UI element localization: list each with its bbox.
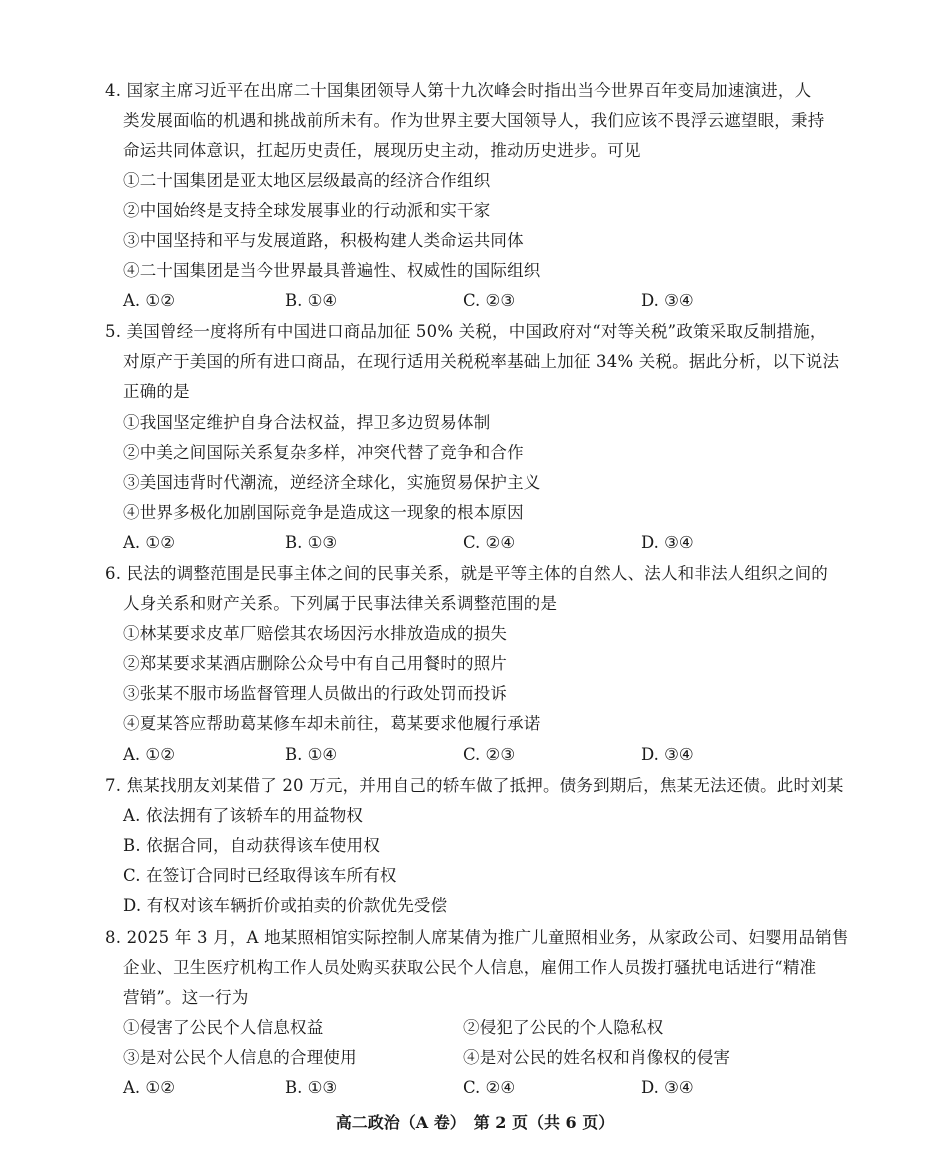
q4-stem-line-1: 4. 国家主席习近平在出席二十国集团领导人第十九次峰会时指出当今世界百年变局加速演进，人	[105, 81, 812, 100]
q5-choice-a: A. ①②	[123, 533, 175, 552]
q5-statement-1: ①我国坚定维护自身合法权益，捍卫多边贸易体制	[123, 413, 491, 432]
q8-choice-d: D. ③④	[641, 1078, 694, 1097]
q8-choice-b: B. ①③	[285, 1078, 338, 1097]
q5-stem-line-3: 正确的是	[123, 382, 190, 401]
q6-statement-3: ③张某不服市场监督管理人员做出的行政处罚而投诉	[123, 684, 508, 703]
q5-stem-line-1: 5. 美国曾经一度将所有中国进口商品加征 50% 关税，中国政府对“对等关税”政策采取反制措施，	[105, 322, 827, 341]
q5-statement-2: ②中美之间国际关系复杂多样，冲突代替了竞争和合作	[123, 443, 524, 462]
q7-choice-b: B. 依据合同，自动获得该车使用权	[123, 836, 381, 855]
q5-stem-line-2: 对原产于美国的所有进口商品，在现行适用关税税率基础上加征 34% 关税。据此分析，以下说法	[123, 352, 840, 371]
page-footer: 高二政治（A 卷） 第 2 页（共 6 页）	[335, 1113, 615, 1132]
q5-choice-c: C. ②④	[463, 533, 516, 552]
q8-choice-c: C. ②④	[463, 1078, 516, 1097]
q6-choice-a: A. ①②	[123, 745, 175, 764]
q8-statement-1: ①侵害了公民个人信息权益	[123, 1018, 324, 1037]
q7-choice-c: C. 在签订合同时已经取得该车所有权	[123, 866, 397, 885]
q7-stem-line-1: 7. 焦某找朋友刘某借了 20 万元，并用自己的轿车做了抵押。债务到期后，焦某无法还债。此时刘某	[105, 776, 844, 795]
q6-statement-2: ②郑某要求某酒店删除公众号中有自己用餐时的照片	[123, 654, 508, 673]
q5-choice-d: D. ③④	[641, 533, 694, 552]
q8-stem-line-3: 营销”。这一行为	[123, 988, 249, 1007]
q8-choice-a: A. ①②	[123, 1078, 175, 1097]
q6-statement-1: ①林某要求皮革厂赔偿其农场因污水排放造成的损失	[123, 624, 508, 643]
q5-choice-b: B. ①③	[285, 533, 338, 552]
q5-statement-3: ③美国违背时代潮流，逆经济全球化，实施贸易保护主义	[123, 473, 541, 492]
q8-statement-3: ③是对公民个人信息的合理使用	[123, 1048, 357, 1067]
q4-statement-3: ③中国坚持和平与发展道路，积极构建人类命运共同体	[123, 231, 524, 250]
q6-choice-d: D. ③④	[641, 745, 694, 764]
q4-statement-2: ②中国始终是支持全球发展事业的行动派和实干家	[123, 201, 491, 220]
q4-statement-1: ①二十国集团是亚太地区层级最高的经济合作组织	[123, 171, 491, 190]
q8-statement-2: ②侵犯了公民的个人隐私权	[463, 1018, 664, 1037]
q4-choice-b: B. ①④	[285, 291, 338, 310]
q8-stem-line-1: 8. 2025 年 3 月，A 地某照相馆实际控制人席某倩为推广儿童照相业务，从家政公司、妇婴用品销售	[105, 928, 849, 947]
q6-stem-line-2: 人身关系和财产关系。下列属于民事法律关系调整范围的是	[123, 594, 558, 613]
q7-choice-d: D. 有权对该车辆折价或拍卖的价款优先受偿	[123, 896, 448, 915]
q6-choice-c: C. ②③	[463, 745, 516, 764]
q8-stem-line-2: 企业、卫生医疗机构工作人员处购买获取公民个人信息，雇佣工作人员拨打骚扰电话进行“精准	[123, 958, 817, 977]
q6-stem-line-1: 6. 民法的调整范围是民事主体之间的民事关系，就是平等主体的自然人、法人和非法人组织之间的	[105, 564, 828, 583]
q4-choice-d: D. ③④	[641, 291, 694, 310]
q7-choice-a: A. 依法拥有了该轿车的用益物权	[123, 806, 364, 825]
q6-choice-b: B. ①④	[285, 745, 338, 764]
q4-statement-4: ④二十国集团是当今世界最具普遍性、权威性的国际组织	[123, 261, 541, 280]
q4-choice-c: C. ②③	[463, 291, 516, 310]
q5-statement-4: ④世界多极化加剧国际竞争是造成这一现象的根本原因	[123, 503, 524, 522]
q8-statement-4: ④是对公民的姓名权和肖像权的侵害	[463, 1048, 731, 1067]
q4-choice-a: A. ①②	[123, 291, 175, 310]
q6-statement-4: ④夏某答应帮助葛某修车却未前往，葛某要求他履行承诺	[123, 714, 541, 733]
q4-stem-line-2: 类发展面临的机遇和挑战前所未有。作为世界主要大国领导人，我们应该不畏浮云遮望眼，秉持	[123, 111, 825, 130]
q4-stem-line-3: 命运共同体意识，扛起历史责任，展现历史主动，推动历史进步。可见	[123, 141, 641, 160]
